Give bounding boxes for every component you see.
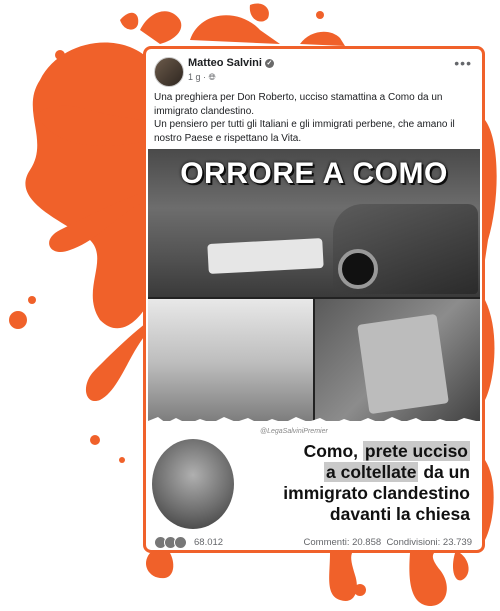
author-name-row bbox=[188, 57, 274, 69]
author-name[interactable]: Matteo Salvini bbox=[188, 57, 262, 69]
headline-bottom-part1: Como, bbox=[303, 441, 363, 461]
headline-bottom-part2: a coltellate bbox=[326, 462, 417, 482]
white-sheet bbox=[207, 238, 323, 274]
post-text bbox=[146, 89, 482, 149]
headline-bottom-part3: da un bbox=[418, 462, 470, 482]
globe-icon: 🌐︎ bbox=[208, 72, 216, 82]
engagement-stats bbox=[304, 537, 472, 548]
post-time-row bbox=[188, 72, 216, 83]
more-options-icon[interactable]: ••• bbox=[454, 55, 472, 71]
headline-top: ORRORE A COMO bbox=[180, 157, 448, 190]
post-header bbox=[146, 49, 482, 89]
headline-bottom-part5: davanti la chiesa bbox=[329, 504, 470, 524]
victim-portrait bbox=[152, 439, 234, 529]
evidence-bag bbox=[357, 314, 449, 414]
headline-bottom-part4: immigrato clandestino bbox=[283, 483, 470, 503]
facebook-post-card bbox=[143, 46, 485, 553]
source-handle: @LegaSalviniPremier bbox=[260, 428, 328, 435]
post-footer bbox=[146, 533, 482, 551]
car-wheel bbox=[338, 249, 378, 289]
post-text-line1: Una preghiera per Don Roberto, ucciso stamattina a Como da un immigrato clandestino. bbox=[154, 92, 443, 117]
comments-count[interactable]: Commenti: 20.858 bbox=[303, 537, 382, 548]
headline-bottom-highlight1: prete ucciso bbox=[364, 441, 468, 461]
author-avatar[interactable] bbox=[154, 57, 184, 87]
angry-reaction-icon bbox=[174, 536, 187, 549]
post-text-line2: Un pensiero per tutti gli Italiani e gli immigrati perbene, che amano il nostro Paese e rispettano la Vita. bbox=[154, 119, 455, 144]
reactions-count[interactable]: 68.012 bbox=[194, 537, 224, 548]
torn-paper-edge bbox=[148, 415, 480, 429]
post-time[interactable]: 1 g · bbox=[188, 72, 209, 82]
verified-badge-icon: ✓ bbox=[266, 60, 273, 67]
headline-bottom bbox=[230, 441, 470, 525]
priest-blessing-photo bbox=[148, 299, 313, 427]
reaction-icons[interactable] bbox=[154, 536, 184, 549]
shares-count[interactable]: Condivisioni: 23.739 bbox=[386, 537, 472, 548]
post-image[interactable] bbox=[148, 149, 480, 531]
